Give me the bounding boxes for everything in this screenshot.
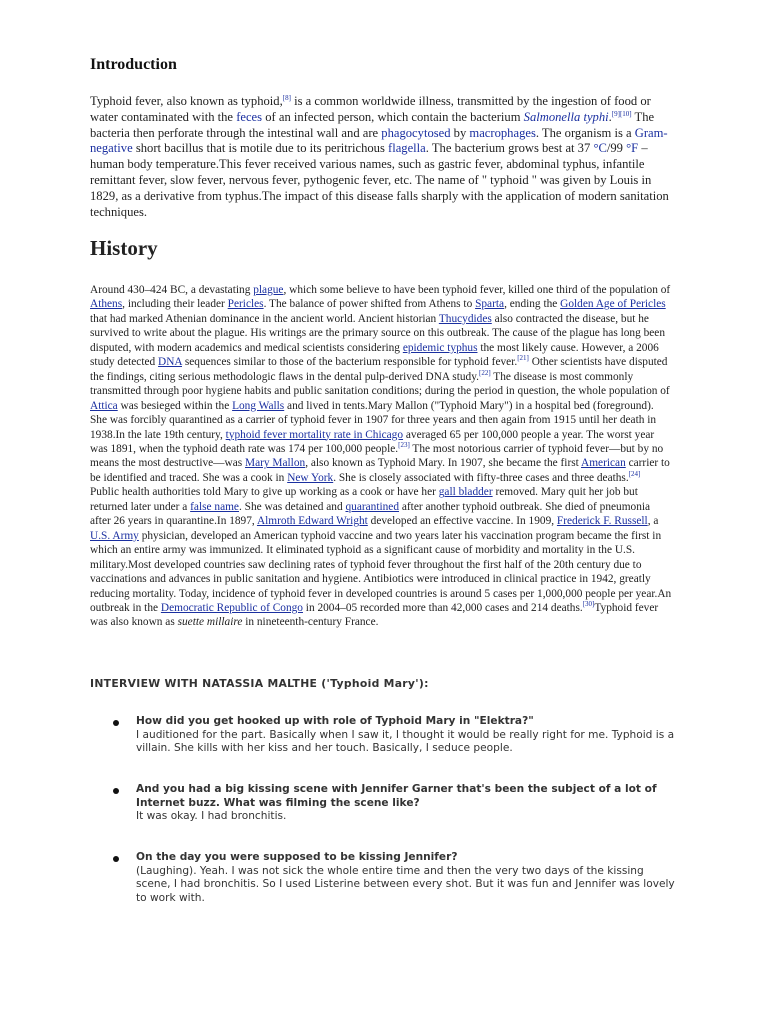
link-drc[interactable]: Democratic Republic of Congo [160, 601, 303, 614]
history-heading: History [90, 236, 158, 260]
link-fahrenheit[interactable]: °F [626, 141, 639, 156]
link-us-army[interactable]: U.S. Army [90, 529, 139, 542]
bullet-icon [113, 788, 119, 794]
interview-question: How did you get hooked up with role of Typhoid Mary in "Elektra?" [136, 715, 534, 727]
history-paragraph: Around 430–424 BC, a devastating plague, which some believe to have been typhoid fever, killed one third of the population of Athens, including their leader Pericles. The balance of power shifted from Athens to Sparta, ending the Golden Age of Pericles that had marked Athenian dominance in the ancient world. Ancient historian Thucydides also contracted the disease, but he survived to write about the plague. His writings are the primary source on this outbreak. The cause of the plague has long been disputed, with modern academics and medical scientists considering epidemic typhus the most likely cause. However, a 2006 study detected DNA sequences similar to those of the bacterium responsible for typhoid fever.[21] Other scientists have disputed the findings, citing serious methodologic flaws in the dental pulp-derived DNA study.[22] The disease is most commonly transmitted through poor hygiene habits and public sanitation conditions; during the period in question, the whole population of Attica was besieged within the Long Walls and lived in tents.Mary Mallon ("Typhoid Mary") in a hospital bed (foreground). She was forcibly quarantined as a carrier of typhoid fever in 1907 for three years and then again from 1915 until her death in 1938.In the late 19th century, typhoid fever mortality rate in Chicago averaged 65 per 100,000 people a year. The worst year was 1891, when the typhoid death rate was 174 per 100,000 people.[23] The most notorious carrier of typhoid fever—but by no means the most destructive—was Mary Mallon, also known as Typhoid Mary. In 1907, she became the first American carrier to be identified and traced. She was a cook in New York. She is closely associated with fifty-three cases and three deaths.[24] Public health authorities told Mary to give up working as a cook or have her gall bladder removed. Mary quit her job but returned later under a false name. She was detained and quarantined after another typhoid outbreak. She died of pneumonia after 26 years in quarantine.In 1897, Almroth Edward Wright developed an effective vaccine. In 1909, Frederick F. Russell, a U.S. Army physician, developed an American typhoid vaccine and two years later his vaccination program became the first in which an entire army was immunized. It eliminated typhoid as a significant cause of morbidity and mortality in the U.S. military.Most developed countries saw declining rates of typhoid fever throughout the first half of the 20th century due to vaccinations and advances in public sanitation and hygiene. Antibiotics were introduced in clinical practice in 1942, greatly reducing mortality. Today, incidence of typhoid fever in developed countries is around 5 cases per 1,000,000 people per year.An outbreak in the Democratic Republic of Congo in 2004–05 recorded more than 42,000 cases and 214 deaths.[30]Typhoid fever was also known as suette millaire in nineteenth-century France. [90, 284, 672, 629]
ref-link[interactable]: [24] [628, 470, 641, 479]
link-macrophages[interactable]: macrophages [469, 125, 536, 140]
interview-answer: It was okay. I had bronchitis. [136, 810, 287, 823]
link-frederick-russell[interactable]: Frederick F. Russell [556, 515, 648, 528]
ref-link[interactable]: [21] [517, 354, 529, 363]
link-dna[interactable]: DNA [158, 356, 182, 369]
link-chicago-mortality[interactable]: typhoid fever mortality rate in Chicago [225, 428, 404, 441]
link-feces[interactable]: feces [236, 109, 263, 124]
interview-heading: INTERVIEW WITH NATASSIA MALTHE ('Typhoid Mary'): [90, 677, 429, 690]
link-attica[interactable]: Attica [90, 399, 118, 412]
link-salmonella-typhi[interactable]: Salmonella typhi [523, 109, 609, 124]
ref-link[interactable]: [9][10] [611, 109, 632, 118]
ref-link[interactable]: [30] [582, 600, 595, 609]
interview-item [136, 715, 676, 756]
link-celsius[interactable]: °C [593, 141, 607, 156]
link-mary-mallon[interactable]: Mary Mallon [245, 457, 306, 470]
link-epidemic-typhus[interactable]: epidemic typhus [402, 341, 478, 354]
ref-link[interactable]: [8] [282, 93, 291, 102]
link-new-york[interactable]: New York [287, 471, 334, 484]
link-gall-bladder[interactable]: gall bladder [438, 486, 493, 499]
link-athens[interactable]: Athens [90, 298, 123, 311]
link-pericles[interactable]: Pericles [227, 298, 264, 311]
interview-answer: I auditioned for the part. Basically when I saw it, I thought it would be really right for me. Typhoid is a villain. She kills with her kiss and her touch. Basically, I seduce people. [136, 728, 675, 755]
link-flagella[interactable]: flagella [388, 141, 426, 156]
link-golden-age[interactable]: Golden Age of Pericles [560, 298, 666, 311]
link-sparta[interactable]: Sparta [475, 298, 505, 311]
ref-link[interactable]: [23] [398, 441, 410, 450]
link-thucydides[interactable]: Thucydides [438, 312, 492, 325]
link-phagocytosed[interactable]: phagocytosed [381, 125, 451, 140]
bullet-icon [113, 720, 119, 726]
ref-link[interactable]: [22] [478, 368, 491, 377]
bullet-icon [113, 856, 119, 862]
interview-question: On the day you were supposed to be kissing Jennifer? [136, 851, 458, 863]
link-american[interactable]: American [581, 457, 626, 470]
interview-item [136, 851, 676, 906]
link-quarantined[interactable]: quarantined [345, 500, 400, 513]
introduction-paragraph: Typhoid fever, also known as typhoid,[8] is a common worldwide illness, transmitted by the ingestion of food or water contaminated with the feces of an infected person, which contain the bacterium Salmonella typhi.[9][10] The bacteria then perforate through the intestinal wall and are phagocytosed by macrophages. The organism is a Gram-negative short bacillus that is motile due to its peritrichous flagella. The bacterium grows best at 37 °C/99 °F – human body temperature.This fever received various names, such as gastric fever, abdominal typhus, infantile remittant fever, slow fever, nervous fever, pythogenic fever, etc. The name of " typhoid " was given by Louis in 1829, as a derivative from typhus.The impact of this disease falls sharply with the application of modern sanitation techniques. [90, 93, 669, 219]
interview-answer: (Laughing). Yeah. I was not sick the whole entire time and then the very two days of the kissing scene, I had bronchitis. So I used Listerine between every shot. But it was fun and Jennifer was lovely to work with. [136, 864, 675, 905]
interview-item [136, 783, 676, 824]
link-almroth-wright[interactable]: Almroth Edward Wright [256, 515, 368, 528]
link-gram-negative[interactable]: Gram-negative [90, 125, 668, 156]
interview-question: And you had a big kissing scene with Jennifer Garner that's been the subject of a lot of Internet buzz. What was filming the scene like? [136, 783, 657, 809]
link-plague[interactable]: plague [253, 284, 284, 296]
italic-term: suette millaire [177, 616, 243, 629]
link-long-walls[interactable]: Long Walls [232, 399, 285, 412]
link-false-name[interactable]: false name [190, 500, 239, 513]
introduction-heading: Introduction [90, 56, 177, 73]
